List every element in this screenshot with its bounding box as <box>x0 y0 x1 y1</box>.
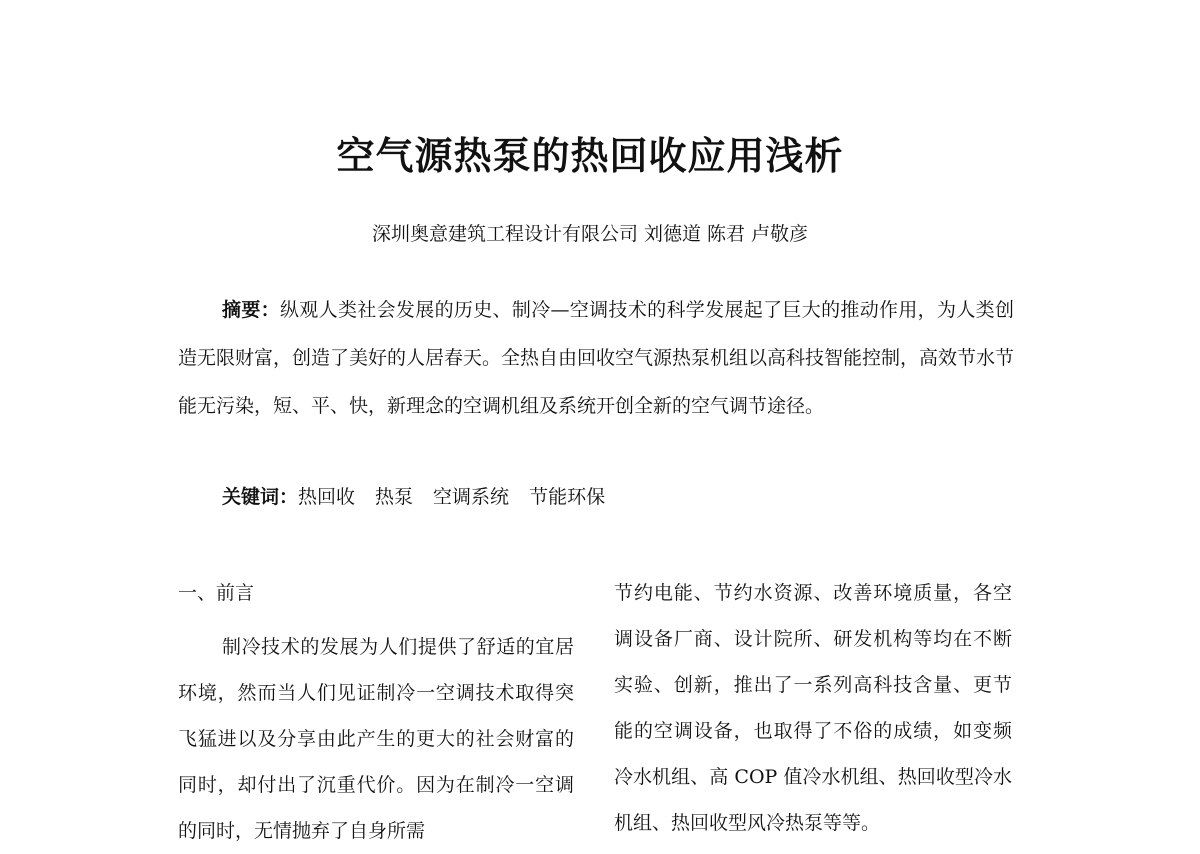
keywords <box>222 482 1012 512</box>
body-paragraph: 节约电能、节约水资源、改善环境质量，各空调设备厂商、设计院所、研发机构等均在不断实验、创新，推出了一系列高科技含量、更节能的空调设备，也取得了不俗的成绩，如变频冷水机组、高 COP 值冷水机组、热回收型冷水机组、热回收型风冷热泵等等。 <box>614 582 1012 834</box>
body-paragraph: 制冷技术的发展为人们提供了舒适的宜居环境，然而当人们见证制冷一空调技术取得突飞猛进以及分享由此产生的更大的社会财富的同时，却付出了沉重代价。因为在制冷一空调的同时，无情抛弃了自身所需 <box>178 636 574 842</box>
section-heading: 一、前言 <box>178 582 255 604</box>
keyword: 空调系统 <box>433 486 510 508</box>
abstract-label: 摘要： <box>222 299 280 321</box>
keyword: 节能环保 <box>529 486 606 508</box>
left-column <box>178 578 574 854</box>
author-line: 深圳奥意建筑工程设计有限公司 刘德道 陈君 卢敬彦 <box>371 223 809 245</box>
keyword: 热泵 <box>375 486 414 508</box>
paper-title: 空气源热泵的热回收应用浅析 <box>336 134 844 178</box>
keywords-label: 关键词： <box>222 486 299 508</box>
right-column <box>614 578 1012 846</box>
abstract <box>178 286 1014 430</box>
keyword: 热回收 <box>298 486 356 508</box>
abstract-text: 纵观人类社会发展的历史、制冷—空调技术的科学发展起了巨大的推动作用，为人类创造无限财富，创造了美好的人居春天。全热自由回收空气源热泵机组以高科技智能控制，高效节水节能无污染，短、平、快，新理念的空调机组及系统开创全新的空气调节途径。 <box>178 299 1015 417</box>
